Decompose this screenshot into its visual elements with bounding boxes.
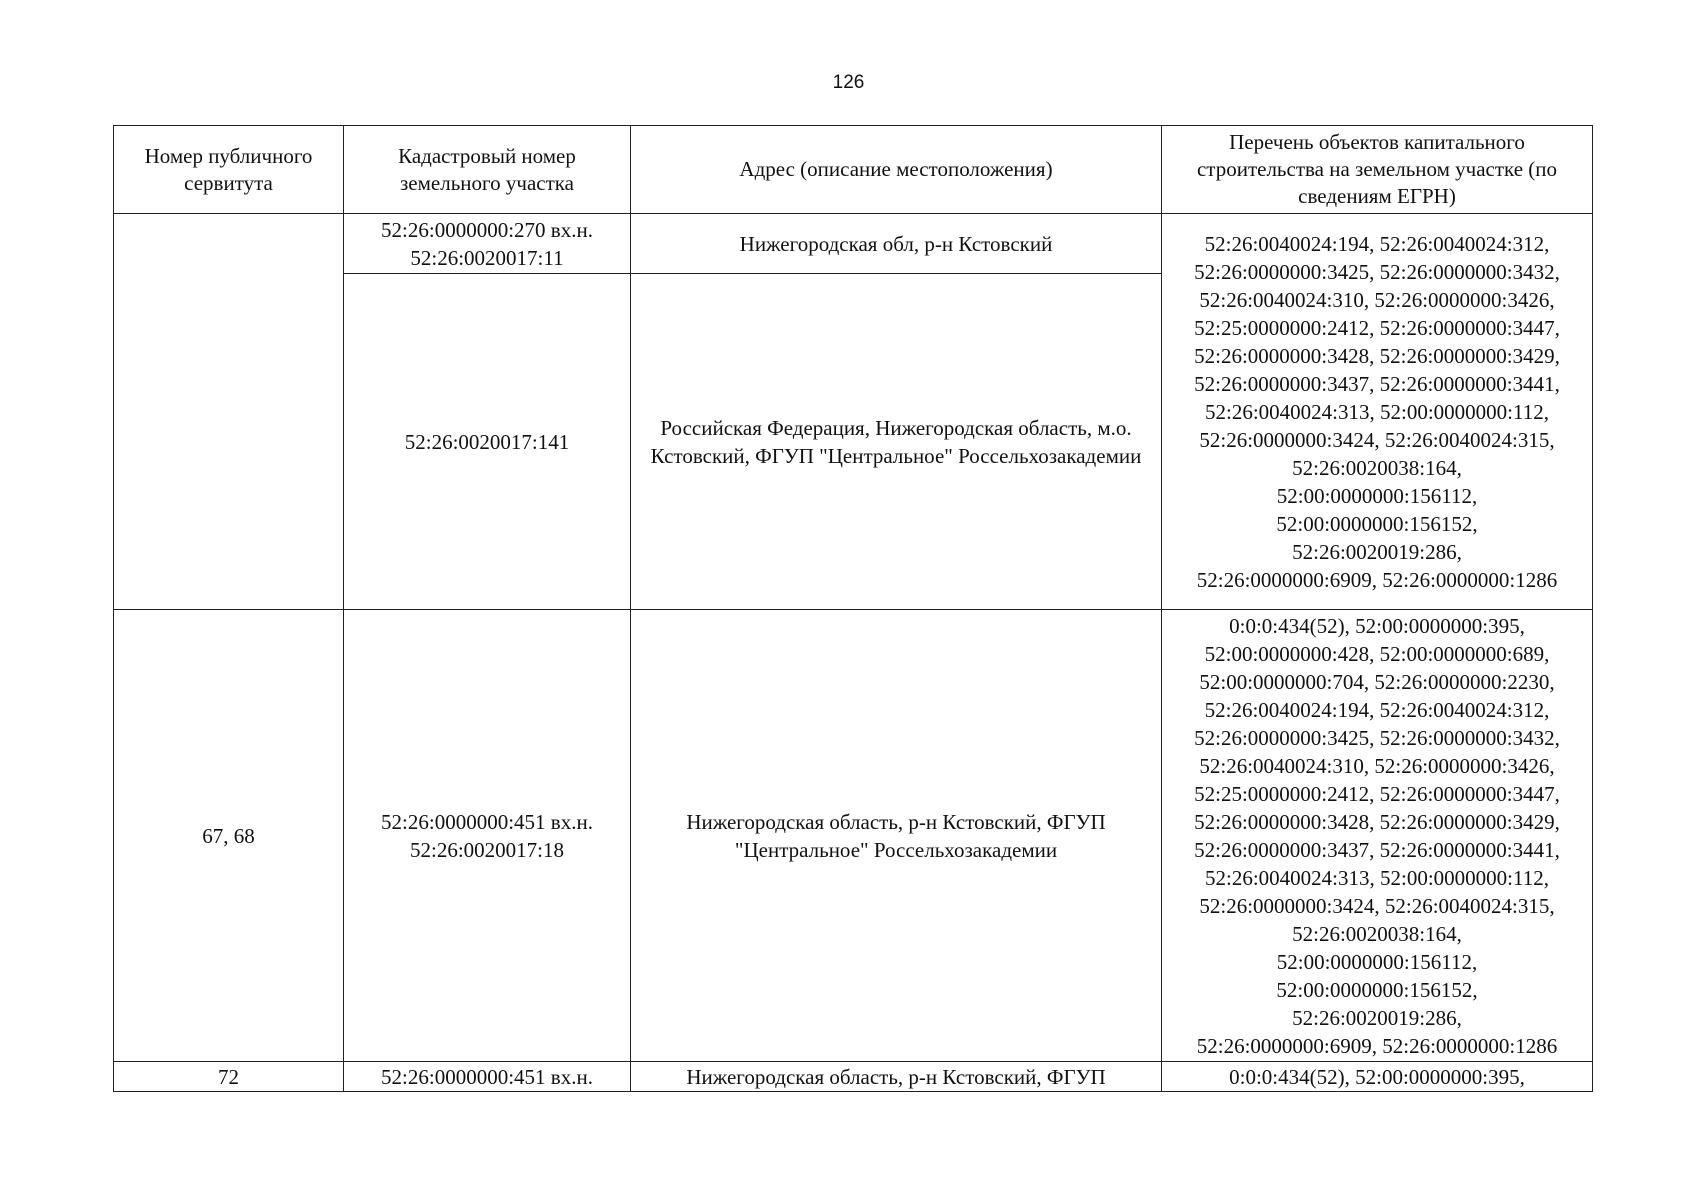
cadastral-cell: 52:26:0000000:451 вх.н. <box>344 1062 631 1092</box>
table-row <box>114 214 1593 274</box>
address-cell: Российская Федерация, Нижегородская область, м.о. Кстовский, ФГУП "Центральное" Россельхозакадемии <box>631 274 1162 610</box>
address-cell: Нижегородская обл, р-н Кстовский <box>631 214 1162 274</box>
objects-cell: 0:0:0:434(52), 52:00:0000000:395, <box>1162 1062 1593 1092</box>
header-row <box>114 126 1593 214</box>
servitude-cell <box>114 214 344 610</box>
header-cadastral-number: Кадастровый номер земельного участка <box>344 126 631 214</box>
servitude-cell: 67, 68 <box>114 610 344 1062</box>
servitude-cell: 72 <box>114 1062 344 1092</box>
header-servitude-number: Номер публичного сервитута <box>114 126 344 214</box>
address-cell: Нижегородская область, р-н Кстовский, ФГУП <box>631 1062 1162 1092</box>
objects-cell: 52:26:0040024:194, 52:26:0040024:312, 52:26:0000000:3425, 52:26:0000000:3432, 52:26:0040024:310, 52:26:0000000:3426, 52:25:0000000:2412, 52:26:0000000:3447, 52:26:0000000:3428, 52:26:0000000:3429, 52:26:0000000:3437, 52:26:0000000:3441, 52:26:0040024:313, 52:00:0000000:112, 52:26:0000000:3424, 52:26:0040024:315, 52:26:0020038:164, 52:00:0000000:156112, 52:00:0000000:156152, 52:26:0020019:286, 52:26:0000000:6909, 52:26:0000000:1286 <box>1162 214 1593 610</box>
header-objects: Перечень объектов капитального строительства на земельном участке (по сведениям ЕГРН) <box>1162 126 1593 214</box>
cadastral-cell: 52:26:0000000:451 вх.н. 52:26:0020017:18 <box>344 610 631 1062</box>
cadastral-cell: 52:26:0020017:141 <box>344 274 631 610</box>
objects-cell: 0:0:0:434(52), 52:00:0000000:395, 52:00:0000000:428, 52:00:0000000:689, 52:00:0000000:704, 52:26:0000000:2230, 52:26:0040024:194, 52:26:0040024:312, 52:26:0000000:3425, 52:26:0000000:3432, 52:26:0040024:310, 52:26:0000000:3426, 52:25:0000000:2412, 52:26:0000000:3447, 52:26:0000000:3428, 52:26:0000000:3429, 52:26:0000000:3437, 52:26:0000000:3441, 52:26:0040024:313, 52:00:0000000:112, 52:26:0000000:3424, 52:26:0040024:315, 52:26:0020038:164, 52:00:0000000:156112, 52:00:0000000:156152, 52:26:0020019:286, 52:26:0000000:6909, 52:26:0000000:1286 <box>1162 610 1593 1062</box>
table-row <box>114 1062 1593 1092</box>
page-number: 126 <box>832 72 865 93</box>
header-address: Адрес (описание местоположения) <box>631 126 1162 214</box>
address-cell: Нижегородская область, р-н Кстовский, ФГУП "Центральное" Россельхозакадемии <box>631 610 1162 1062</box>
servitude-table <box>113 125 1593 1092</box>
table-row <box>114 610 1593 1062</box>
cadastral-cell: 52:26:0000000:270 вх.н. 52:26:0020017:11 <box>344 214 631 274</box>
